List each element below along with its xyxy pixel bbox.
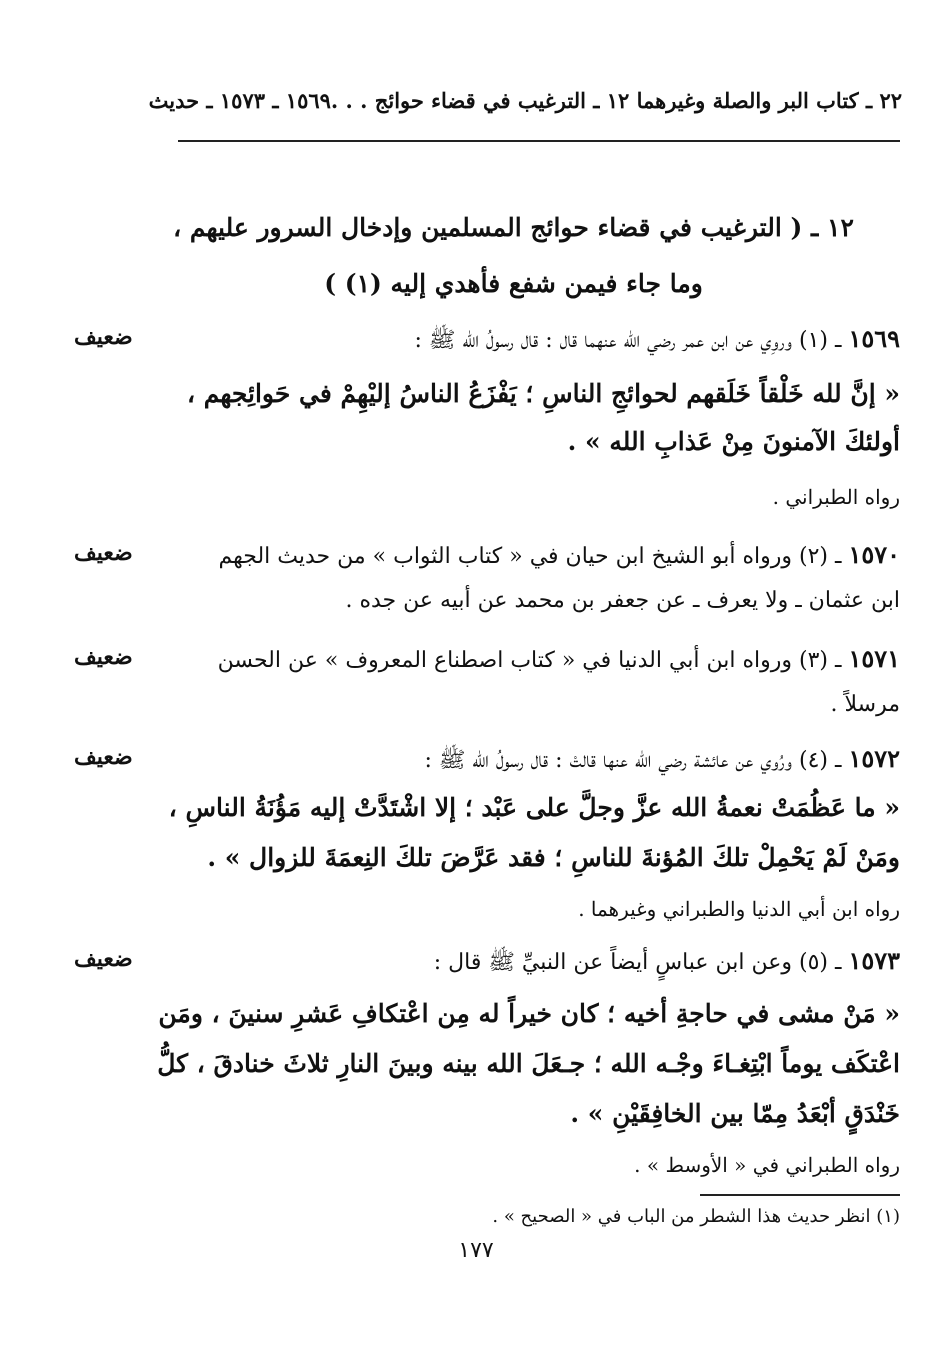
hadith-text-line: ومَنْ لَمْ يَحْمِلْ تلكَ المُؤنةَ للناسِ ؛ فقد عَرَّضَ تلكَ النِعمَةَ للزوال » .: [207, 843, 900, 872]
hadith-number: ١٥٧٢: [848, 744, 900, 773]
chapter-title: [170, 200, 857, 312]
header-hadith-range: ١٥٦٩ ـ ١٥٧٣ ـ حديث: [148, 88, 331, 113]
hadith-text-line: مرسلاً .: [830, 692, 900, 717]
hadith-intro-text: ـ (٤) ورُوي عن عائشة رضي الله عنها قالتْ : قال رسولُ الله ﷺ :: [424, 748, 849, 773]
hadith-intro-text: ـ (٥) وعن ابن عباسٍ أيضاً عن النبيِّ ﷺ قال :: [433, 950, 849, 975]
hadith-text-line: « مَنْ مشى في حاجةِ أخيه ؛ كان خيراً له مِن اعْتكافِ عَشرِ سنينَ ، ومَن: [158, 999, 900, 1028]
hadith-number: ١٥٦٩: [848, 324, 900, 353]
hadith-source: رواه الطبراني في « الأوسط » .: [634, 1153, 900, 1177]
footnote: (١) انظر حديث هذا الشطر من الباب في « الصحيح » .: [492, 1206, 900, 1227]
hadith-number: ١٥٧١: [848, 644, 900, 673]
hadith-text-line: ابن عثمان ـ ولا يعرف ـ عن جعفر بن محمد عن أبيه عن جده .: [345, 588, 900, 613]
hadith-intro: [176, 320, 900, 360]
header-divider: [178, 140, 900, 142]
hadith-intro: [176, 740, 900, 780]
chapter-title-line: ١٢ ـ ( الترغيب في قضاء حوائج المسلمين وإدخال السرور عليهم ،: [173, 213, 854, 242]
hadith-number: ١٥٧٣: [848, 946, 900, 975]
hadith-text-line: « ما عَظُمَتْ نعمةُ الله عزَّ وجلَّ على عَبْد ؛ إلا اشْتَدَّتْ إليه مَؤُنَةُ الناسِ ،: [168, 793, 900, 822]
hadith-grade: ضعيف: [74, 540, 133, 566]
hadith-intro-text: ـ (١) وروِي عن ابن عمر رضي الله عنهما قال : قال رسولُ الله ﷺ :: [414, 328, 849, 353]
hadith-grade: ضعيف: [74, 744, 133, 770]
hadith-intro: [176, 536, 900, 576]
hadith-text-line: « إنَّ لله خَلْقاً خَلَقهم لحوائجِ الناسِ ؛ يَفْزَعُ الناسُ إليْهِمْ في حَوائِجهم ،: [186, 379, 900, 408]
hadith-intro-text: ـ (٣) ورواه ابن أبي الدنيا في « كتاب اصطناع المعروف » عن الحسن: [217, 648, 849, 673]
hadith-grade: ضعيف: [74, 946, 133, 972]
chapter-title-line: وما جاء فيمن شفع فأهدي إليه (١) ): [324, 269, 703, 298]
hadith-intro-text: ـ (٢) ورواه أبو الشيخ ابن حيان في « كتاب الثواب » من حديث الجهم: [218, 544, 849, 569]
running-header: [148, 88, 902, 113]
footnote-divider: [700, 1194, 900, 1196]
header-book-title: ٢٢ ـ كتاب البر والصلة وغيرهما ١٢ ـ الترغيب في قضاء حوائج . . .: [330, 88, 902, 113]
hadith-intro: [176, 942, 900, 982]
hadith-text-line: أولئكَ الآمنونَ مِنْ عَذابِ الله » .: [567, 427, 900, 456]
hadith-grade: ضعيف: [74, 324, 133, 350]
hadith-number: ١٥٧٠: [848, 540, 900, 569]
hadith-text-line: خَنْدَقٍ أبْعَدُ مِمّا بين الخافِقَيْنِ » .: [570, 1099, 900, 1128]
hadith-source: رواه الطبراني .: [772, 485, 900, 509]
hadith-source: رواه ابن أبي الدنيا والطبراني وغيرهما .: [578, 897, 900, 921]
page-number: ١٧٧: [458, 1238, 494, 1263]
hadith-grade: ضعيف: [74, 644, 133, 670]
hadith-text-line: اعْتكَف يوماً ابْتِغـاءَ وجْـه الله ؛ جـعَلَ الله بينه وبينَ النارِ ثلاثَ خنادقَ ، كلُّ: [157, 1049, 900, 1078]
hadith-intro: [176, 640, 900, 680]
